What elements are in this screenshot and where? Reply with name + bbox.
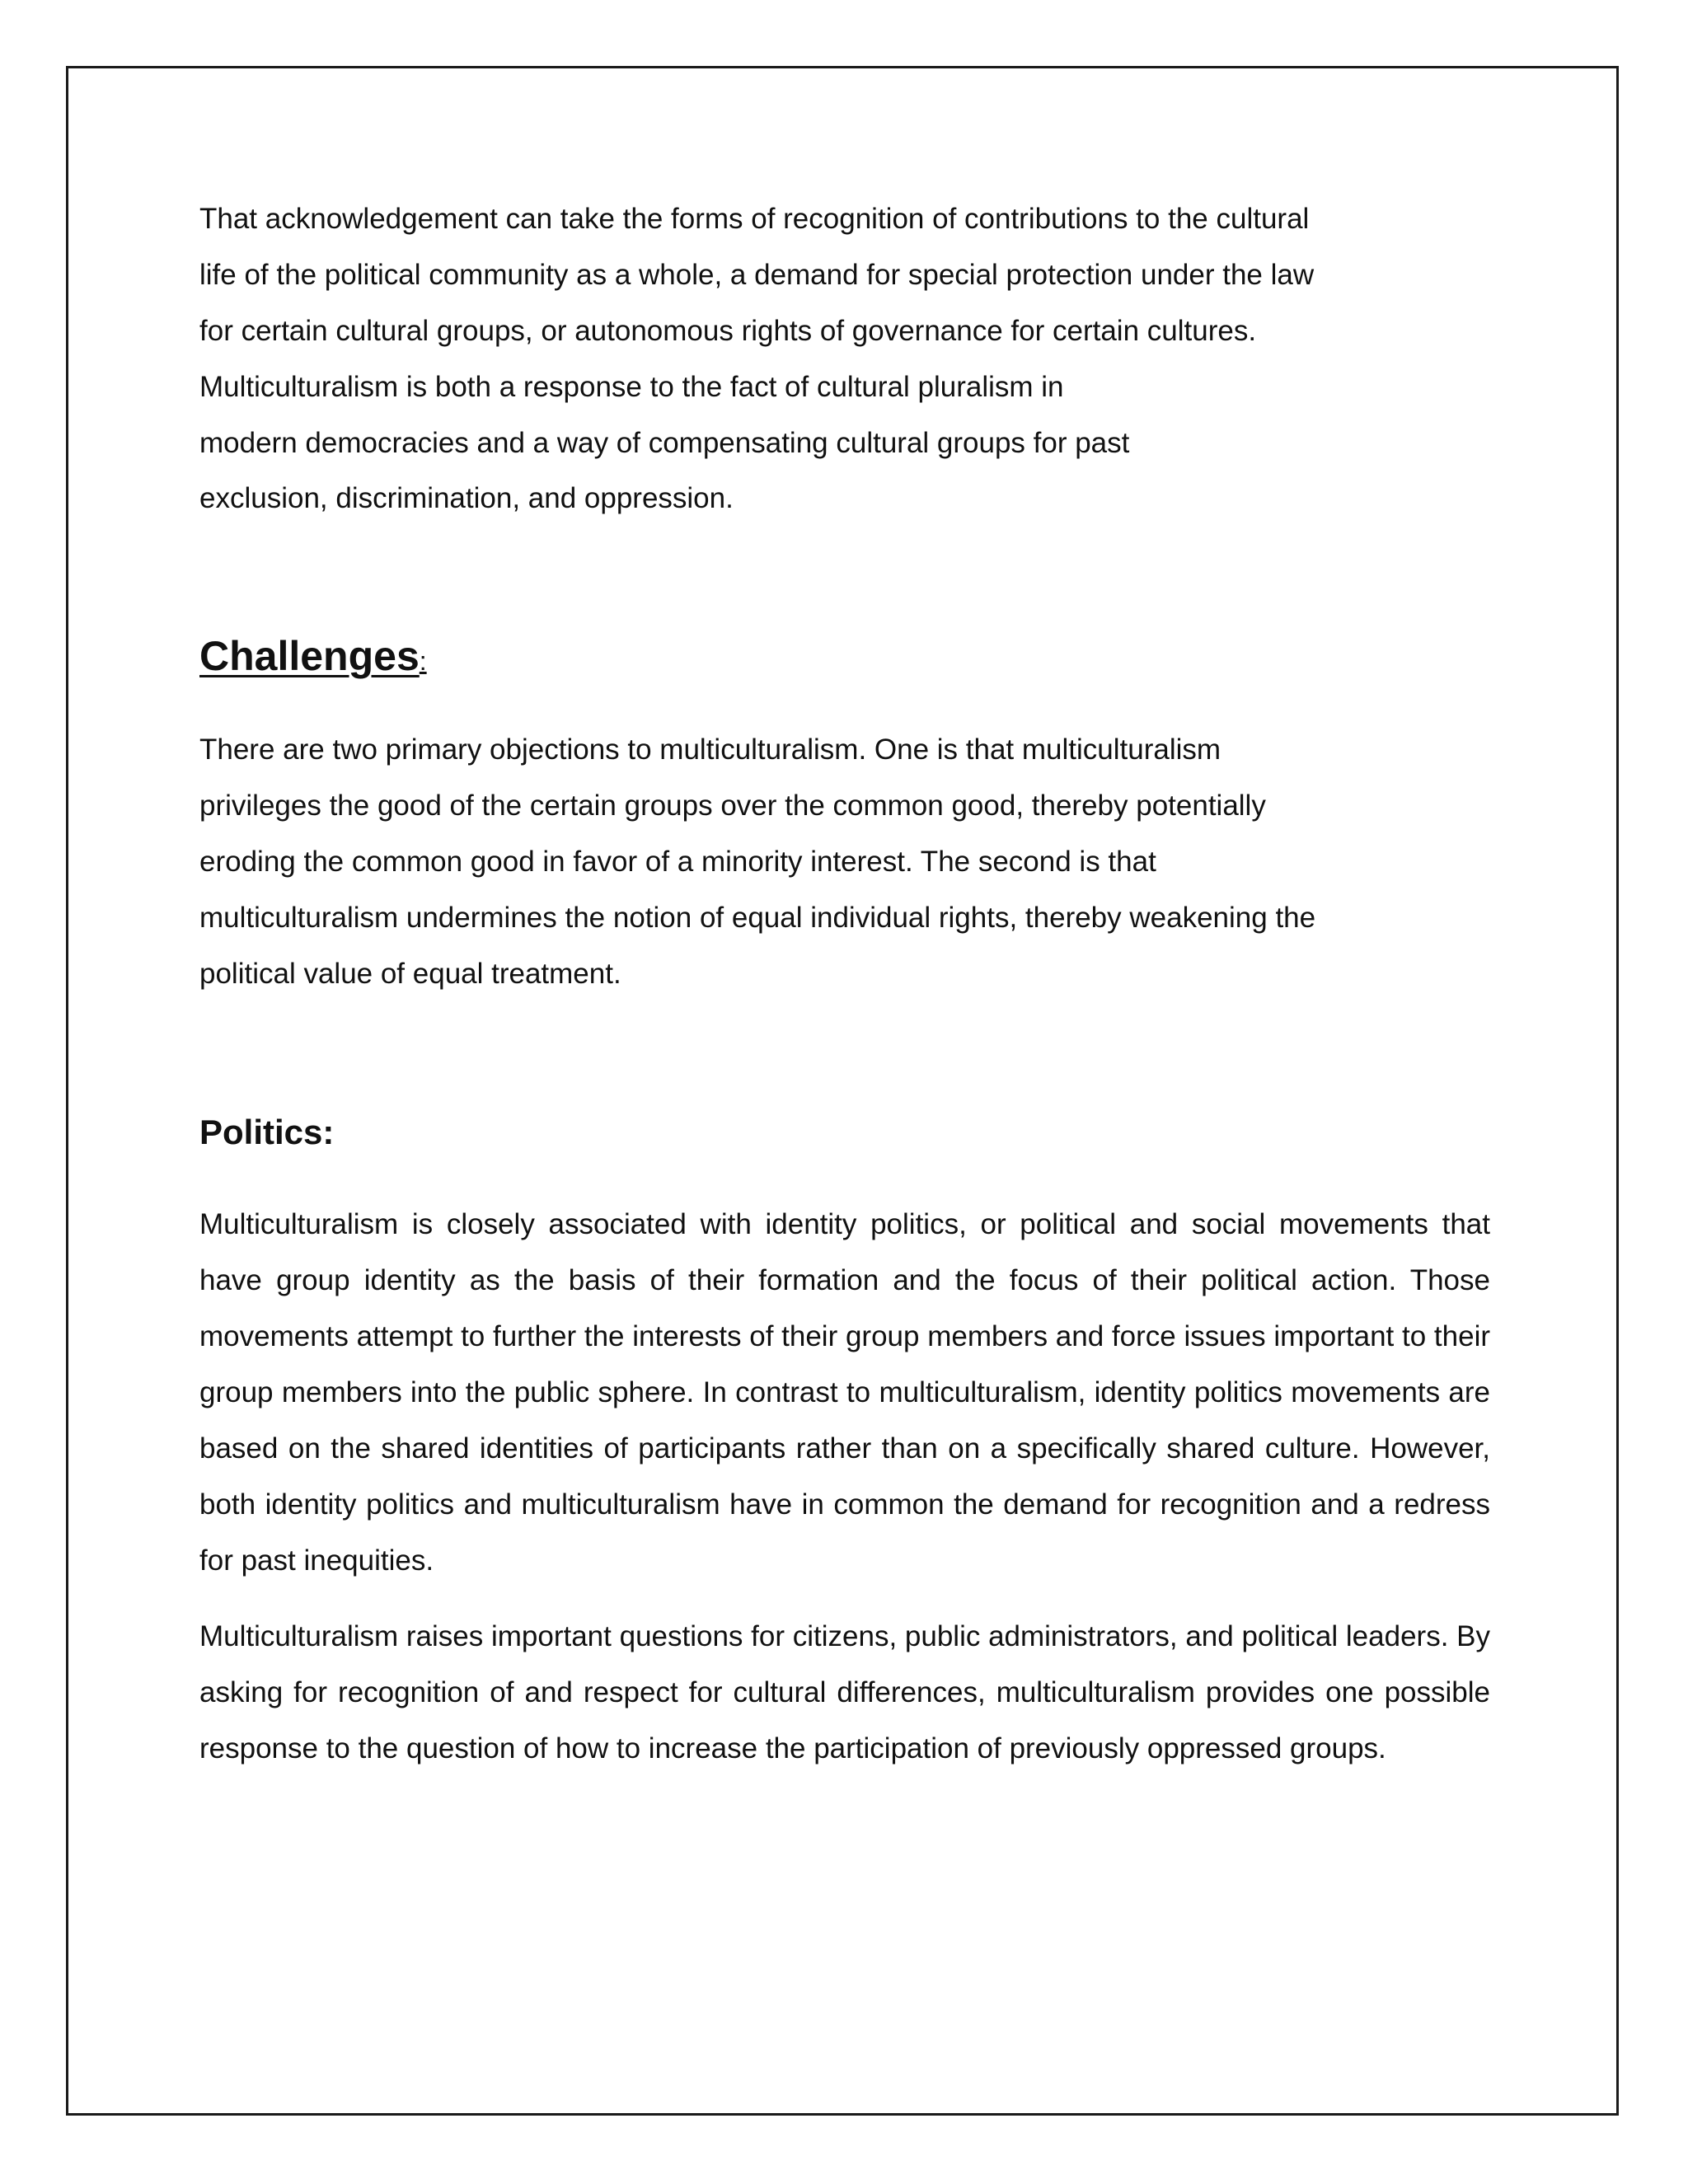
intro-line: for certain cultural groups, or autonomous rights of governance for certain cultures. <box>199 315 1257 347</box>
challenges-line: There are two primary objections to multiculturalism. One is that multiculturalism <box>199 733 1221 766</box>
politics-heading: Politics: <box>199 1113 335 1151</box>
intro-line: exclusion, discrimination, and oppression. <box>199 482 734 514</box>
politics-paragraph-1: Multiculturalism is closely associated with identity politics, or political and social movements that have group identity as the basis of their formation and the focus of their political action. Those movements attempt to further the interests of their group members and force issues important to their group members into the public sphere. In contrast to multiculturalism, identity politics movements are based on the shared identities of participants rather than on a specifically shared culture. However, both identity politics and multiculturalism have in common the demand for recognition and a redress for past inequities. <box>199 1208 1490 1577</box>
politics-paragraph-2: Multiculturalism raises important questions for citizens, public administrators, and political leaders. By asking for recognition of and respect for cultural differences, multiculturalism provides one possible response to the question of how to increase the participation of previously oppressed groups. <box>199 1620 1490 1765</box>
intro-line: That acknowledgement can take the forms of recognition of contributions to the cultural <box>199 203 1310 235</box>
challenges-line: privileges the good of the certain groups over the common good, thereby potentially <box>199 790 1266 822</box>
challenges-paragraph <box>199 722 1490 1002</box>
challenges-line: political value of equal treatment. <box>199 958 621 990</box>
intro-paragraph <box>199 191 1490 526</box>
intro-line: life of the political community as a whole, a demand for special protection under the law <box>199 259 1315 291</box>
challenges-line: multiculturalism undermines the notion of equal individual rights, thereby weakening the <box>199 902 1316 934</box>
document-body <box>199 191 1490 1777</box>
challenges-heading <box>199 630 1490 687</box>
intro-line: Multiculturalism is both a response to the fact of cultural pluralism in <box>199 371 1064 403</box>
challenges-line: eroding the common good in favor of a minority interest. The second is that <box>199 846 1156 878</box>
challenges-heading-colon: : <box>419 646 427 676</box>
intro-line: modern democracies and a way of compensating cultural groups for past <box>199 427 1130 459</box>
challenges-heading-text: Challenges <box>199 633 420 679</box>
